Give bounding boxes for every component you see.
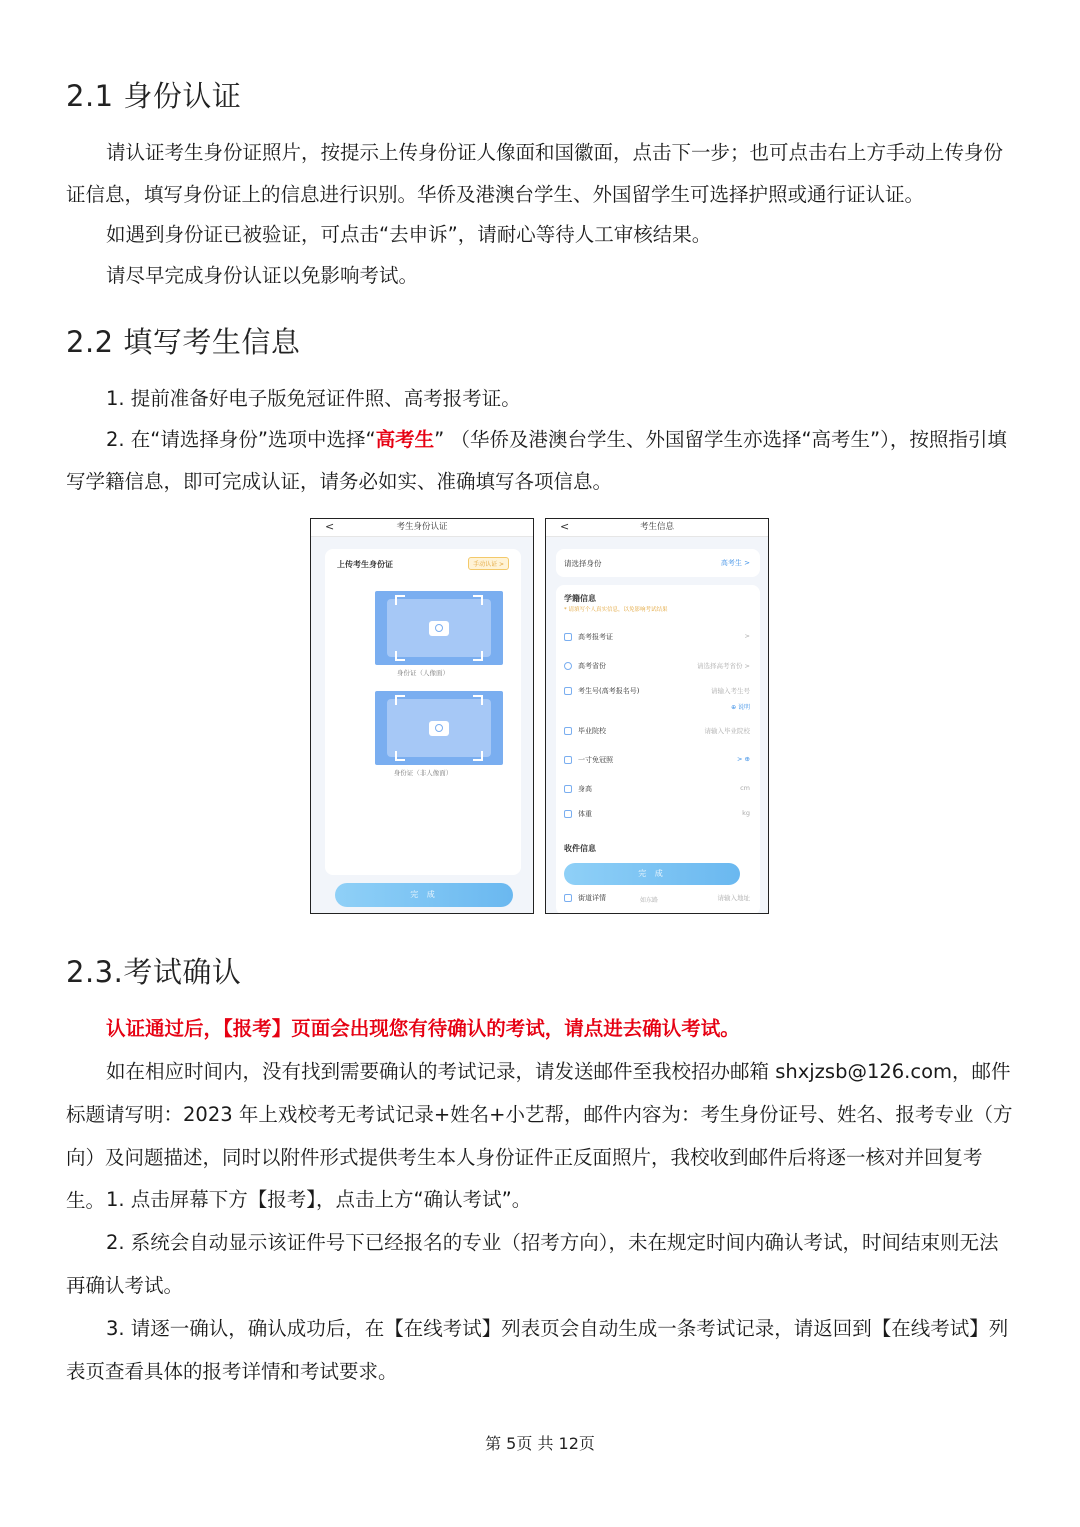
back-icon[interactable]: < (325, 520, 335, 533)
manual-auth-button[interactable]: 手动认证 > (468, 557, 509, 570)
select-identity-row[interactable] (556, 549, 760, 577)
mail-info-title: 收件信息 (564, 844, 596, 853)
phone-left-titlebar (311, 519, 533, 537)
section-2-3-paragraph-1: 如在相应时间内，没有找到需要确认的考试记录，请发送邮件至我校招办邮箱 shxjzsb@126.com，邮件标题请写明：2023 年上戏校考无考试记录+姓名+小艺帮，邮件内容为：考生身份证号、姓名、报考专业（方向）及问题描述，同时以附件形式提供考生本人身份证件正反面照片，我校收到邮件后将逐一核对并回复考生。 (66, 1060, 1013, 1212)
section-2-2-title: 2.2 填写考生信息 (66, 325, 301, 359)
section-2-3-title: 2.3.考试确认 (66, 955, 242, 989)
row-graduate-school[interactable]: 毕业院校 请输入毕业院校 (564, 726, 750, 740)
weight-icon (564, 810, 572, 818)
explain-link[interactable]: ⊕ 说明 (731, 704, 750, 711)
address-icon (564, 894, 572, 902)
row-street-detail[interactable]: 街道详情 如东路 请输入地址 (564, 893, 750, 907)
phone-right-titlebar (546, 519, 768, 537)
row-height[interactable]: 身高 cm (564, 784, 750, 798)
page-footer: 第 5页 共 12页 (485, 1434, 595, 1453)
row-exam-province[interactable]: 高考省份 请选择高考省份 > (564, 661, 750, 675)
id-back-upload[interactable] (375, 691, 503, 765)
camera-icon (429, 621, 449, 636)
camera-icon (429, 721, 449, 736)
row-exam-certificate[interactable]: 高考报考证 > (564, 632, 750, 646)
section-2-1-title: 2.1 身份认证 (66, 79, 242, 113)
id-back-caption: 身份证（非人像面） (393, 769, 453, 777)
row-photo[interactable]: 一寸免冠照 > ⊕ (564, 755, 750, 769)
section-2-3-red-note: 认证通过后，【报考】页面会出现您有待确认的考试，请点进去确认考试。 (106, 1017, 740, 1040)
section-2-1-paragraph-1: 请认证考生身份证照片，按提示上传身份证人像面和国徽面，点击下一步；也可点击右上方手动上传身份证信息，填写身份证上的信息进行识别。华侨及港澳台学生、外国留学生可选择护照或通行证认证。 (66, 141, 1004, 206)
section-2-2-item-1: 1. 提前准备好电子版免冠证件照、高考报考证。 (106, 387, 521, 410)
section-2-3-item-1: 1. 点击屏幕下方【报考】，点击上方“确认考试”。 (106, 1188, 532, 1211)
select-identity-label: 请选择身份 (564, 559, 602, 568)
id-front-caption: 身份证（人像面） (397, 669, 449, 677)
id-front-upload[interactable] (375, 591, 503, 665)
section-2-3-item-3: 3. 请逐一确认，确认成功后，在【在线考试】列表页会自动生成一条考试记录，请返回到【在线考试】列表页查看具体的报考详情和考试要求。 (66, 1317, 1009, 1383)
phone-left-title: 考生身份认证 (396, 522, 448, 532)
height-icon (564, 785, 572, 793)
student-info-card (556, 585, 760, 914)
certificate-icon (564, 633, 572, 641)
phone-screenshot-student-info (545, 518, 769, 914)
location-icon (564, 662, 572, 670)
phone-right-title: 考生信息 (639, 522, 674, 532)
select-identity-value: 高考生 > (720, 559, 750, 567)
item-2-highlight: 高考生 (375, 428, 435, 451)
item-2-text-post: ” （华侨及港澳台学生、外国留学生亦选择“高考生”），按照指引填写学籍信息，即可完成认证，请务必如实、准确填写各项信息。 (66, 428, 1007, 493)
id-number-icon (564, 687, 572, 695)
row-weight[interactable]: 体重 kg (564, 809, 750, 823)
section-2-1-paragraph-2: 如遇到身份证已被验证，可点击“去申诉”，请耐心等待人工审核结果。 (106, 223, 712, 246)
upload-id-title: 上传考生身份证 (337, 560, 393, 569)
done-button[interactable]: 完 成 (335, 883, 513, 907)
section-2-1-paragraph-3: 请尽早完成身份认证以免影响考试。 (106, 264, 419, 287)
phone-screenshot-identity (310, 518, 534, 914)
student-record-hint: * 请填写个人真实信息，以免影响考试结果 (564, 607, 668, 613)
section-2-3-item-2: 2. 系统会自动显示该证件号下已经报名的专业（招考方向），未在规定时间内确认考试，时间结束则无法再确认考试。 (66, 1231, 999, 1297)
student-record-title: 学籍信息 (564, 594, 596, 603)
back-icon[interactable]: < (560, 520, 570, 533)
upload-id-card (325, 549, 521, 875)
photo-icon (564, 756, 572, 764)
item-2-text-pre: 2. 在“请选择身份”选项中选择“ (106, 428, 376, 451)
school-icon (564, 727, 572, 735)
done-button[interactable]: 完 成 (564, 863, 740, 885)
row-exam-number[interactable]: 考生号(高考报名号) 请输入考生号 (564, 686, 750, 700)
section-2-2-item-2 (66, 419, 1016, 503)
